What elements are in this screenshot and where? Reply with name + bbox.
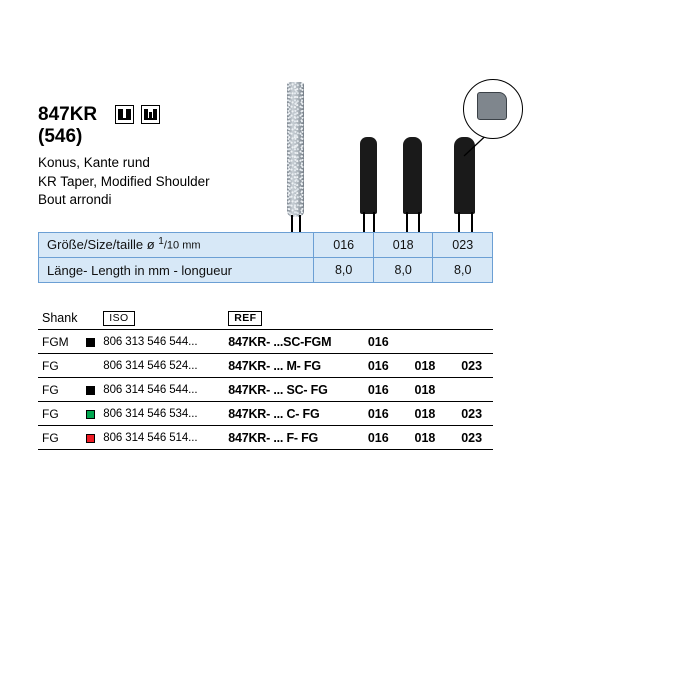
header-size-1 <box>353 306 400 330</box>
table-row <box>38 378 493 402</box>
header-iso <box>99 306 224 330</box>
size-table-row-length <box>39 258 493 283</box>
tip-detail-callout <box>463 79 523 139</box>
row-size-023: 023 <box>446 354 493 378</box>
size-cell-018: 018 <box>373 233 433 258</box>
row-size-016: 016 <box>353 354 400 378</box>
row-size-023 <box>446 378 493 402</box>
row-iso-fg-m: 806 314 546 524... <box>99 354 224 378</box>
row-size-018: 018 <box>400 426 447 450</box>
size-table-row-diameter <box>39 233 493 258</box>
reference-table <box>38 306 493 450</box>
row-size-018: 018 <box>400 354 447 378</box>
product-code: 847KR <box>38 104 98 125</box>
length-cell-2: 8,0 <box>373 258 433 283</box>
plain-bur-018 <box>355 137 385 232</box>
length-cell-3: 8,0 <box>433 258 493 283</box>
row-iso-fg-f: 806 314 546 514... <box>99 426 224 450</box>
row-shank-fg-m: FG <box>38 354 79 378</box>
row-size-016: 016 <box>353 402 400 426</box>
row-name-fg-sc: 847KR- ... SC- FG <box>224 378 353 402</box>
row-name-fg-m: 847KR- ... M- FG <box>224 354 353 378</box>
product-description <box>38 154 298 210</box>
row-size-018 <box>400 330 447 354</box>
row-mark-green <box>79 402 100 426</box>
length-cell-1: 8,0 <box>314 258 374 283</box>
ref-badge: REF <box>228 311 262 326</box>
row-iso-fg-sc: 806 314 546 544... <box>99 378 224 402</box>
length-row-label: Länge- Length in mm - longueur <box>39 258 314 283</box>
size-cell-016: 016 <box>314 233 374 258</box>
product-title-row <box>38 104 298 125</box>
table-row <box>38 330 493 354</box>
row-name-fg-c: 847KR- ... C- FG <box>224 402 353 426</box>
header-ref <box>224 306 353 330</box>
row-shank-fg-c: FG <box>38 402 79 426</box>
row-shank-fg-sc: FG <box>38 378 79 402</box>
row-mark-none <box>79 354 100 378</box>
product-iso-code: (546) <box>38 126 83 147</box>
callout-tip-shape <box>477 92 507 120</box>
row-size-023: 023 <box>446 426 493 450</box>
size-cell-023: 023 <box>433 233 493 258</box>
diamond-bur-016 <box>282 82 308 232</box>
row-size-023: 023 <box>446 402 493 426</box>
size-table <box>38 232 493 283</box>
row-size-016: 016 <box>353 426 400 450</box>
row-size-018: 018 <box>400 402 447 426</box>
row-mark-red <box>79 426 100 450</box>
row-shank-fgm: FGM <box>38 330 79 354</box>
unit-fraction: $^1$/10 mm <box>158 236 201 252</box>
row-shank-fg-f: FG <box>38 426 79 450</box>
row-iso-fgm: 806 313 546 544... <box>99 330 224 354</box>
product-header <box>38 104 298 210</box>
table-row <box>38 402 493 426</box>
plain-bur-023 <box>398 137 430 232</box>
row-iso-fg-c: 806 314 546 534... <box>99 402 224 426</box>
row-size-016: 016 <box>353 378 400 402</box>
row-size-023 <box>446 330 493 354</box>
description-line-en: KR Taper, Modified Shoulder <box>38 173 210 189</box>
row-mark-black <box>79 330 100 354</box>
header-shank: Shank <box>38 306 99 330</box>
symbol-group <box>115 105 160 124</box>
description-line-de: Konus, Kante rund <box>38 155 150 170</box>
header-size-2 <box>400 306 447 330</box>
reference-table-header <box>38 306 493 330</box>
table-row <box>38 426 493 450</box>
iso-badge: ISO <box>103 311 134 326</box>
row-size-018: 018 <box>400 378 447 402</box>
row-name-fgm: 847KR- ...SC-FGM <box>224 330 353 354</box>
header-size-3 <box>446 306 493 330</box>
row-name-fg-f: 847KR- ... F- FG <box>224 426 353 450</box>
row-size-016: 016 <box>353 330 400 354</box>
size-row-label: Größe/Size/taille ø $^1$/10 mm <box>39 233 314 258</box>
shoulder-prep-symbol-icon <box>115 105 134 124</box>
table-row <box>38 354 493 378</box>
row-mark-black <box>79 378 100 402</box>
description-line-fr: Bout arrondi <box>38 192 112 207</box>
modified-shoulder-symbol-icon <box>141 105 160 124</box>
